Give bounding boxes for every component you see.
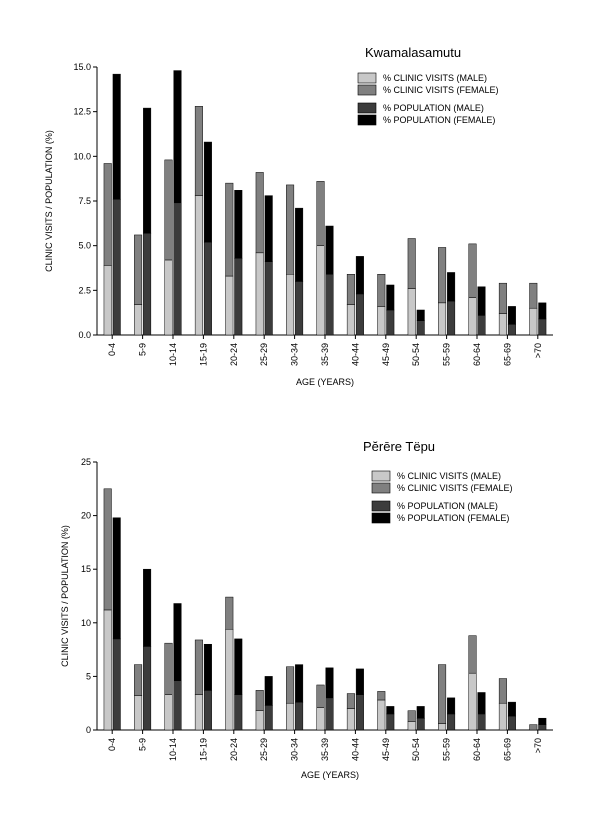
bar-population-female: [478, 692, 486, 713]
bar-clinic-female: [347, 274, 355, 304]
bar-population-female: [356, 256, 364, 294]
x-tick-label: 40-44: [350, 343, 361, 367]
x-tick-label: 15-19: [198, 738, 209, 762]
legend: [372, 471, 513, 523]
chart-title: Pĕrēre Tëpu: [363, 439, 436, 454]
x-tick-label: 10-14: [168, 343, 178, 367]
bar-population-female: [417, 310, 425, 321]
bar-population-female: [326, 226, 334, 274]
legend-entry: % CLINIC VISITS (FEMALE): [383, 85, 499, 95]
bar-population-female: [447, 272, 455, 301]
bar-clinic-male: [165, 260, 173, 335]
bar-clinic-female: [195, 640, 203, 695]
bar-clinic-female: [226, 597, 234, 629]
bar-clinic-female: [499, 283, 507, 313]
x-tick-label: 45-49: [380, 738, 391, 762]
bar-population-female: [265, 196, 273, 262]
bar-clinic-female: [104, 489, 112, 610]
bar-clinic-female: [530, 725, 538, 730]
x-tick-label: 20-24: [228, 343, 239, 367]
x-axis-label: AGE (YEARS): [295, 377, 355, 387]
x-tick-label: 55-59: [441, 738, 452, 762]
bar-clinic-male: [347, 709, 355, 730]
legend-swatch: [358, 103, 376, 113]
y-axis-label: CLINIC VISITS / POPULATION (%): [44, 130, 54, 272]
legend-entry: % POPULATION (MALE): [397, 501, 498, 511]
bar-clinic-male: [134, 305, 142, 335]
y-tick-label: 15: [80, 564, 91, 575]
bar-clinic-female: [469, 244, 477, 298]
bar-population-male: [387, 714, 395, 730]
y-tick-label: 7.5: [78, 196, 91, 206]
x-tick-label: 40-44: [350, 738, 361, 762]
x-tick-label: 10-14: [168, 738, 178, 762]
x-tick-label: 50-54: [411, 343, 422, 367]
legend-entry: % CLINIC VISITS (MALE): [383, 73, 488, 83]
y-tick-label: 12.5: [73, 106, 91, 117]
bar-clinic-male: [317, 707, 325, 730]
bar-population-male: [326, 274, 334, 335]
legend-swatch: [358, 73, 376, 83]
bar-clinic-male: [317, 246, 325, 335]
bar-clinic-female: [134, 665, 142, 696]
chart-title: Kwamalasamutu: [365, 45, 462, 60]
bar-population-male: [295, 281, 303, 335]
x-tick-label: 55-59: [441, 343, 452, 367]
legend-swatch: [372, 471, 390, 481]
bar-clinic-female: [165, 643, 173, 694]
bar-clinic-male: [226, 276, 234, 335]
bar-clinic-female: [256, 690, 264, 710]
legend-swatch: [358, 85, 376, 95]
bar-clinic-female: [104, 163, 112, 265]
bar-clinic-female: [165, 160, 173, 260]
y-tick-label: 0: [85, 725, 91, 735]
x-tick-label: 60-64: [472, 738, 482, 762]
bar-clinic-female: [347, 694, 355, 709]
legend-swatch: [372, 483, 390, 493]
bar-population-male: [447, 714, 455, 730]
x-tick-label: 60-64: [472, 343, 482, 367]
bar-clinic-female: [469, 636, 477, 674]
bar-population-male: [235, 695, 243, 730]
bar-population-male: [326, 698, 334, 730]
x-tick-label: 35-39: [320, 738, 330, 762]
bar-population-female: [143, 569, 151, 646]
bar-clinic-female: [256, 172, 264, 252]
bar-population-male: [143, 646, 151, 730]
bar-population-male: [417, 718, 425, 730]
legend-entry: % POPULATION (FEMALE): [397, 513, 510, 523]
bar-population-female: [113, 518, 121, 639]
bar-clinic-male: [226, 629, 234, 730]
bar-clinic-male: [499, 314, 507, 335]
bar-clinic-female: [134, 235, 142, 305]
bar-population-female: [539, 718, 547, 724]
bar-clinic-male: [256, 711, 264, 730]
bar-population-female: [235, 190, 243, 258]
bar-population-male: [539, 725, 547, 730]
y-tick-label: 0.0: [78, 330, 91, 340]
bar-population-male: [478, 315, 486, 335]
bar-population-male: [295, 702, 303, 730]
bar-population-female: [478, 287, 486, 316]
legend-entry: % POPULATION (FEMALE): [383, 115, 496, 125]
x-tick-label: 30-34: [289, 738, 300, 762]
bar-population-male: [204, 242, 212, 335]
bar-population-male: [508, 716, 516, 730]
x-tick-label: 0-4: [107, 738, 118, 752]
bar-population-male: [235, 258, 243, 335]
bar-clinic-male: [256, 253, 264, 335]
bar-population-male: [539, 319, 547, 335]
chart-1: [44, 45, 553, 387]
x-tick-label: 65-69: [502, 738, 513, 762]
bar-population-female: [204, 142, 212, 242]
y-tick-label: 5.0: [78, 240, 91, 251]
bar-clinic-male: [469, 673, 477, 730]
bar-clinic-male: [347, 305, 355, 335]
bar-population-male: [113, 639, 121, 730]
bar-population-male: [143, 233, 151, 335]
bar-clinic-female: [378, 274, 386, 306]
y-tick-label: 10: [80, 617, 91, 628]
bar-population-female: [204, 644, 212, 690]
bar-clinic-male: [165, 695, 173, 730]
legend-swatch: [358, 115, 376, 125]
x-tick-label: 20-24: [228, 738, 239, 762]
x-tick-label: 5-9: [137, 738, 148, 752]
legend-swatch: [372, 501, 390, 511]
y-tick-label: 10.0: [73, 151, 91, 162]
bar-clinic-female: [195, 106, 203, 195]
bar-population-male: [265, 262, 273, 335]
bar-population-female: [508, 702, 516, 716]
bar-clinic-female: [438, 247, 446, 302]
bar-population-male: [113, 199, 121, 335]
x-tick-label: 45-49: [380, 343, 391, 367]
y-tick-label: 2.5: [78, 285, 91, 296]
x-tick-label: 0-4: [107, 343, 118, 357]
bar-clinic-female: [226, 183, 234, 276]
bar-population-female: [265, 676, 273, 705]
legend-entry: % CLINIC VISITS (MALE): [397, 471, 502, 481]
bar-clinic-female: [317, 685, 325, 708]
bar-clinic-male: [408, 289, 416, 335]
bar-population-female: [174, 71, 182, 203]
y-tick-label: 20: [80, 510, 91, 521]
y-tick-label: 5: [85, 671, 91, 682]
legend-entry: % CLINIC VISITS (FEMALE): [397, 483, 513, 493]
bar-clinic-male: [499, 703, 507, 730]
bar-population-male: [174, 203, 182, 335]
bar-clinic-male: [438, 724, 446, 730]
x-tick-label: 15-19: [198, 343, 209, 367]
bar-clinic-male: [286, 703, 294, 730]
bar-clinic-female: [438, 665, 446, 724]
y-tick-label: 15.0: [73, 62, 91, 72]
chart-2: [60, 439, 553, 780]
bar-population-female: [356, 669, 364, 695]
bar-population-male: [417, 321, 425, 335]
bar-clinic-male: [378, 700, 386, 730]
bar-clinic-male: [469, 297, 477, 335]
legend-entry: % POPULATION (MALE): [383, 103, 484, 113]
bar-clinic-male: [286, 274, 294, 335]
bar-clinic-female: [286, 185, 294, 274]
bar-clinic-male: [104, 265, 112, 335]
bar-clinic-male: [530, 308, 538, 335]
bar-clinic-male: [134, 696, 142, 730]
bar-population-male: [447, 301, 455, 335]
bar-population-female: [508, 306, 516, 324]
bar-population-female: [387, 285, 395, 310]
x-axis-label: AGE (YEARS): [300, 770, 360, 780]
bar-clinic-female: [378, 691, 386, 700]
bar-population-male: [204, 690, 212, 730]
x-tick-label: 50-54: [411, 738, 422, 762]
legend: [358, 73, 499, 125]
bar-clinic-male: [195, 196, 203, 335]
bar-population-female: [174, 604, 182, 681]
bar-clinic-female: [499, 679, 507, 704]
bar-population-female: [235, 639, 243, 695]
x-tick-label: 25-29: [259, 343, 270, 367]
x-tick-label: 35-39: [320, 343, 330, 367]
bar-population-male: [356, 695, 364, 730]
bar-population-female: [295, 665, 303, 703]
bar-population-male: [478, 714, 486, 730]
bar-clinic-male: [438, 303, 446, 335]
bar-clinic-male: [378, 306, 386, 335]
bar-population-female: [417, 706, 425, 718]
x-tick-label: 5-9: [137, 343, 148, 357]
x-tick-label: 25-29: [259, 738, 270, 762]
bar-clinic-female: [408, 711, 416, 722]
bar-clinic-female: [408, 239, 416, 289]
x-tick-label: 30-34: [289, 343, 300, 367]
bar-population-female: [295, 208, 303, 281]
bar-population-female: [387, 706, 395, 714]
bar-population-male: [356, 294, 364, 335]
x-tick-label: >70: [532, 343, 543, 359]
y-axis-label: CLINIC VISITS / POPULATION (%): [60, 525, 70, 667]
legend-swatch: [372, 513, 390, 523]
bar-population-female: [447, 698, 455, 714]
bar-population-female: [143, 108, 151, 233]
bar-population-female: [539, 303, 547, 319]
bar-clinic-female: [286, 667, 294, 703]
bar-clinic-male: [408, 721, 416, 730]
bar-population-male: [508, 324, 516, 335]
bar-population-female: [326, 668, 334, 698]
bar-population-male: [174, 681, 182, 730]
bar-population-male: [265, 705, 273, 730]
bar-clinic-male: [195, 695, 203, 730]
y-tick-label: 25: [80, 457, 91, 467]
x-tick-label: >70: [532, 738, 543, 754]
bar-population-male: [387, 310, 395, 335]
x-tick-label: 65-69: [502, 343, 513, 367]
bar-clinic-female: [530, 283, 538, 308]
bar-population-female: [113, 74, 121, 199]
bar-clinic-male: [104, 610, 112, 730]
bar-clinic-female: [317, 181, 325, 245]
